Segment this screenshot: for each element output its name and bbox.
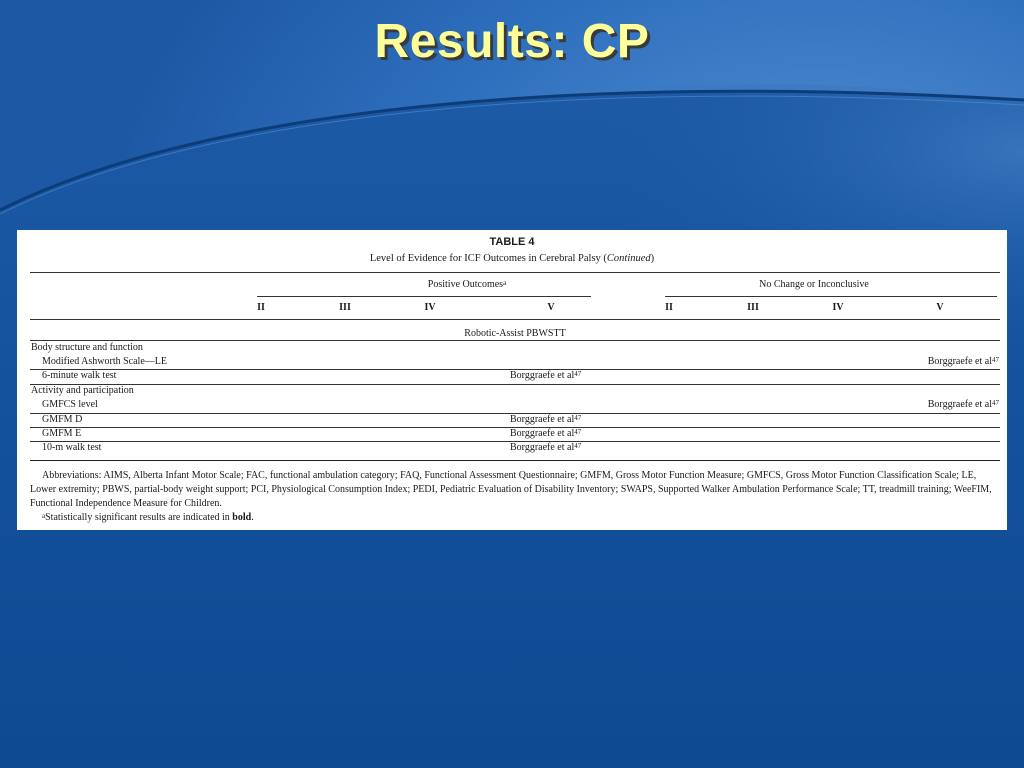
- slide-title: Results: CP: [374, 15, 650, 68]
- col-pos-ii: II: [257, 302, 265, 313]
- table-caption: Level of Evidence for ICF Outcomes in Cerebral Palsy (Continued): [369, 253, 655, 264]
- row-label: GMFCS level: [42, 399, 98, 410]
- positive-v-citation: Borggraefe et $al^{47}$: [510, 442, 582, 453]
- no-change-v-citation: Borggraefe et $al^{47}$: [927, 356, 999, 367]
- rule-group-no-change: [665, 296, 997, 297]
- positive-v-citation: Borggraefe et $al^{47}$: [510, 370, 582, 381]
- col-nc-iv: IV: [832, 302, 844, 313]
- row-label: Body structure and function: [31, 342, 143, 353]
- rule-group-positive: [257, 296, 591, 297]
- rule-header-bottom: [30, 319, 1000, 320]
- row-label: Activity and participation: [31, 385, 134, 396]
- evidence-table: [17, 230, 1007, 530]
- group-header-positive: Positive Outcomes$^a$: [427, 279, 507, 290]
- row-separator: [30, 384, 1000, 385]
- col-nc-ii: II: [665, 302, 673, 313]
- table-label: TABLE 4: [489, 236, 535, 248]
- row-label: 10-m walk test: [42, 442, 102, 453]
- col-nc-iii: III: [747, 302, 759, 313]
- row-label: Modified Ashworth Scale—LE: [42, 356, 167, 367]
- group-header-no-change: No Change or Inconclusive: [759, 279, 869, 290]
- col-pos-v: V: [547, 302, 555, 313]
- col-pos-iii: III: [339, 302, 351, 313]
- row-label: 6-minute walk test: [42, 370, 117, 381]
- col-nc-v: V: [936, 302, 944, 313]
- section-label: Robotic-Assist PBWSTT: [464, 328, 566, 339]
- abbreviations-note: Abbreviations: AIMS, Alberta Infant Motor Scale; FAC, functional ambulation category; FAQ, Functional Assessment Questionnaire; GMFM, Gross Motor Function Measure; GMFCS, Gross Motor Function Classification Scale; LE, Lower extremity; PBWS, partial-body weight support; PCI, Physiological Consumption Index; PEDI, Pediatric Evaluation of Disability Inventory; SWAPS, Supported Walker Ambulation Performance Scale; TT, treadmill training; WeeFIM, Functional Independence Measure for Children.: [30, 470, 992, 509]
- row-label: GMFM D: [42, 414, 83, 425]
- rule-bottom: [30, 460, 1000, 461]
- col-pos-iv: IV: [424, 302, 436, 313]
- rule-section: [30, 340, 1000, 341]
- no-change-v-citation: Borggraefe et $al^{47}$: [927, 399, 999, 410]
- positive-v-citation: Borggraefe et $al^{47}$: [510, 414, 582, 425]
- rule-top: [30, 272, 1000, 273]
- significance-footnote: $^a$Statistically significant results are indicated in bold.: [42, 512, 254, 523]
- row-label: GMFM E: [42, 428, 82, 439]
- positive-v-citation: Borggraefe et $al^{47}$: [510, 428, 582, 439]
